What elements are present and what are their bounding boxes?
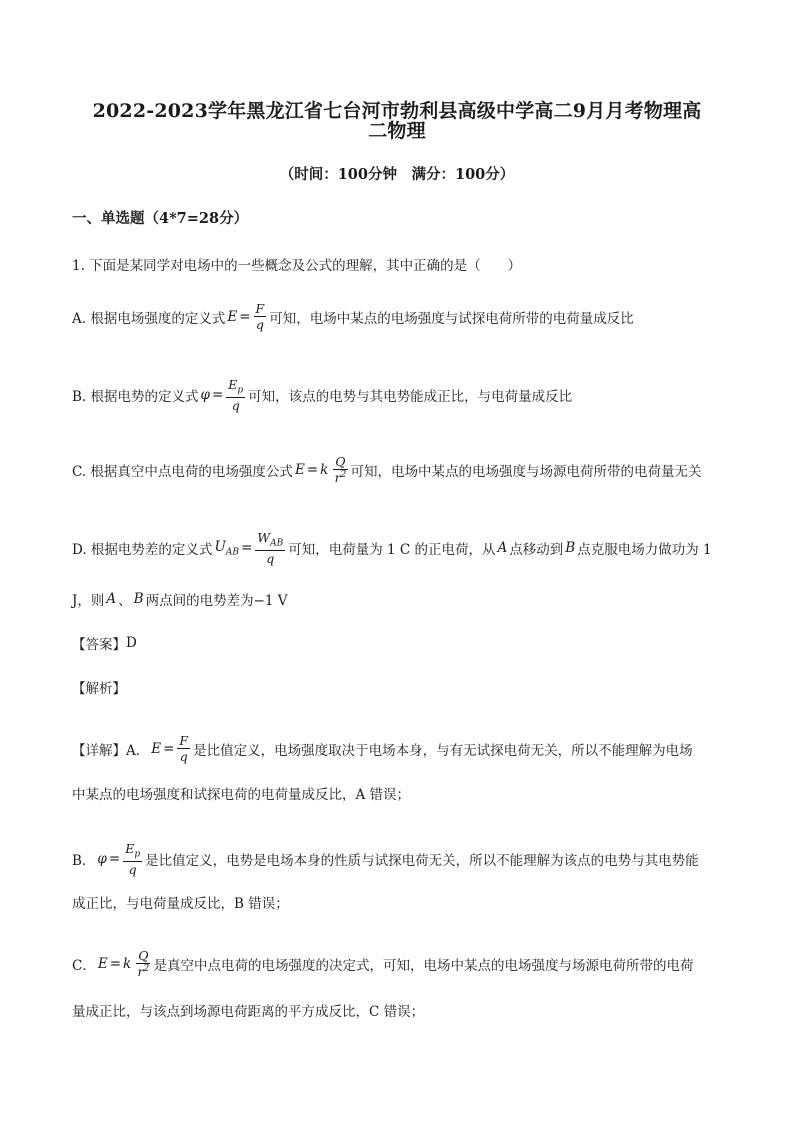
detail-c-line1 (72, 949, 693, 978)
math-eq: = (239, 308, 251, 325)
math-U-AB (214, 539, 239, 558)
fraction-F-over-q (177, 734, 190, 763)
math-E: E (294, 461, 305, 478)
math-E: E (151, 740, 162, 757)
denominator (137, 964, 149, 978)
option-d-line2 (72, 589, 288, 609)
fraction-Q-over-r2 (333, 455, 347, 484)
detail-c-text1: 是真空中点电荷的电场强度的决定式，可知，电场中某点的电场强度与场源电荷所带的电荷 (153, 957, 694, 974)
numerator: F (179, 733, 189, 748)
math-E: E (228, 377, 238, 392)
option-b-prefix: B. 根据电势的定义式 (72, 389, 199, 406)
subscript-p: p (237, 385, 244, 396)
math-U: U (214, 538, 226, 555)
denominator: q (255, 317, 264, 333)
detail-c-label: C． (72, 957, 96, 974)
document-title-line1: 2022-2023学年黑龙江省七台河市勃利县高级中学高二9月月考物理高 (92, 100, 702, 122)
fraction-Ep-over-q (123, 842, 142, 876)
option-b-suffix: 可知，该点的电势与其电势能成正比，与电荷量成反比 (248, 389, 573, 406)
option-a (72, 302, 634, 331)
superscript-2: 2 (340, 470, 347, 481)
math-eq: = (306, 461, 319, 478)
fraction-F-over-q (254, 302, 267, 331)
math-eq: = (108, 851, 121, 868)
detail-a-label: 【详解】A． (72, 742, 150, 759)
option-d-line2-suffix: 两点间的电势差为−1 V (145, 593, 288, 609)
numerator (255, 531, 285, 551)
detail-b-label: B． (72, 853, 96, 870)
subscript-p: p (134, 849, 141, 860)
math-W: W (257, 530, 271, 545)
numerator (123, 842, 142, 862)
detail-c-line2 (72, 1000, 424, 1020)
option-b (72, 378, 572, 412)
denominator: q (231, 397, 240, 413)
numerator: F (255, 301, 265, 316)
math-phi: φ (97, 851, 107, 868)
denominator (335, 470, 347, 484)
option-a-prefix: A. 根据电场强度的定义式 (72, 310, 226, 327)
math-E: E (125, 841, 135, 856)
math-k: k (320, 461, 329, 478)
subscript-AB: AB (225, 547, 239, 558)
detail-b-line1 (72, 842, 699, 876)
analysis-label: 【解析】 (72, 681, 126, 697)
math-A: A (106, 591, 117, 607)
numerator: Q (335, 454, 346, 469)
denominator: q (179, 749, 188, 765)
superscript-2: 2 (143, 964, 150, 975)
option-d-line2-sep: 、 (118, 593, 132, 609)
detail-a-text2: 中某点的电场强度和试探电荷的电荷量成反比，A 错误； (72, 787, 411, 803)
denominator: q (266, 550, 275, 566)
math-B: B (133, 591, 144, 607)
answer (72, 633, 137, 653)
fraction-Ep-over-q (226, 378, 245, 412)
detail-a-line1 (72, 734, 693, 763)
numerator: Q (138, 948, 149, 963)
answer-value: D (126, 635, 137, 651)
math-eq: = (109, 955, 122, 972)
option-d-text2: 点移动到 (509, 542, 564, 559)
option-d-text1: 可知，电荷量为 1 C 的正电荷，从 (288, 542, 496, 559)
option-d-line2-prefix: J，则 (72, 593, 105, 609)
math-r: r (137, 964, 144, 980)
answer-label: 【答案】 (72, 637, 126, 653)
math-E: E (97, 955, 108, 972)
math-eq: = (211, 387, 224, 404)
detail-c-text2: 量成正比，与该点到场源电荷距离的平方成反比，C 错误； (72, 1004, 425, 1020)
document-title-line2: 二物理 (368, 120, 426, 142)
detail-b-line2 (72, 892, 289, 912)
question-stem-text: 1. 下面是某同学对电场中的一些概念及公式的理解，其中正确的是（ ） (72, 258, 522, 274)
math-phi: φ (200, 387, 210, 404)
section-header: 一、单选题（4*7=28分） (72, 210, 249, 227)
detail-a-line2 (72, 783, 410, 803)
detail-a-text1: 是比值定义，电场强度取决于电场本身，与有无试探电荷无关，所以不能理解为电场 (193, 742, 693, 759)
analysis-heading (72, 677, 126, 697)
math-A: A (497, 540, 508, 557)
option-d-text3: 点克服电场力做功为 1 (577, 542, 712, 559)
math-k: k (123, 955, 132, 972)
option-d-prefix: D. 根据电势差的定义式 (72, 542, 213, 559)
fraction-Q-over-r2 (136, 949, 150, 978)
numerator (226, 378, 245, 398)
math-r: r (334, 470, 341, 486)
detail-b-text1: 是比值定义，电势是电场本身的性质与试探电荷无关，所以不能理解为该点的电势与其电势能 (145, 853, 699, 870)
math-E: E (227, 308, 238, 325)
fraction-WAB-over-q (255, 531, 285, 565)
option-c-suffix: 可知，电场中某点的电场强度与场源电荷所带的电荷量无关 (350, 463, 702, 480)
exam-info: （时间：100分钟 满分：100分） (279, 166, 515, 183)
denominator: q (128, 861, 137, 877)
detail-b-text2: 成正比，与电荷量成反比，B 错误； (72, 896, 289, 912)
subscript-AB: AB (270, 538, 284, 549)
question-stem (72, 254, 521, 274)
option-c-prefix: C. 根据真空中点电荷的电场强度公式 (72, 463, 293, 480)
option-a-suffix: 可知，电场中某点的电场强度与试探电荷所带的电荷量成反比 (269, 310, 634, 327)
math-B: B (565, 540, 576, 557)
math-eq: = (163, 740, 175, 757)
option-c (72, 455, 702, 484)
math-eq: = (240, 540, 253, 557)
option-d (72, 531, 712, 565)
